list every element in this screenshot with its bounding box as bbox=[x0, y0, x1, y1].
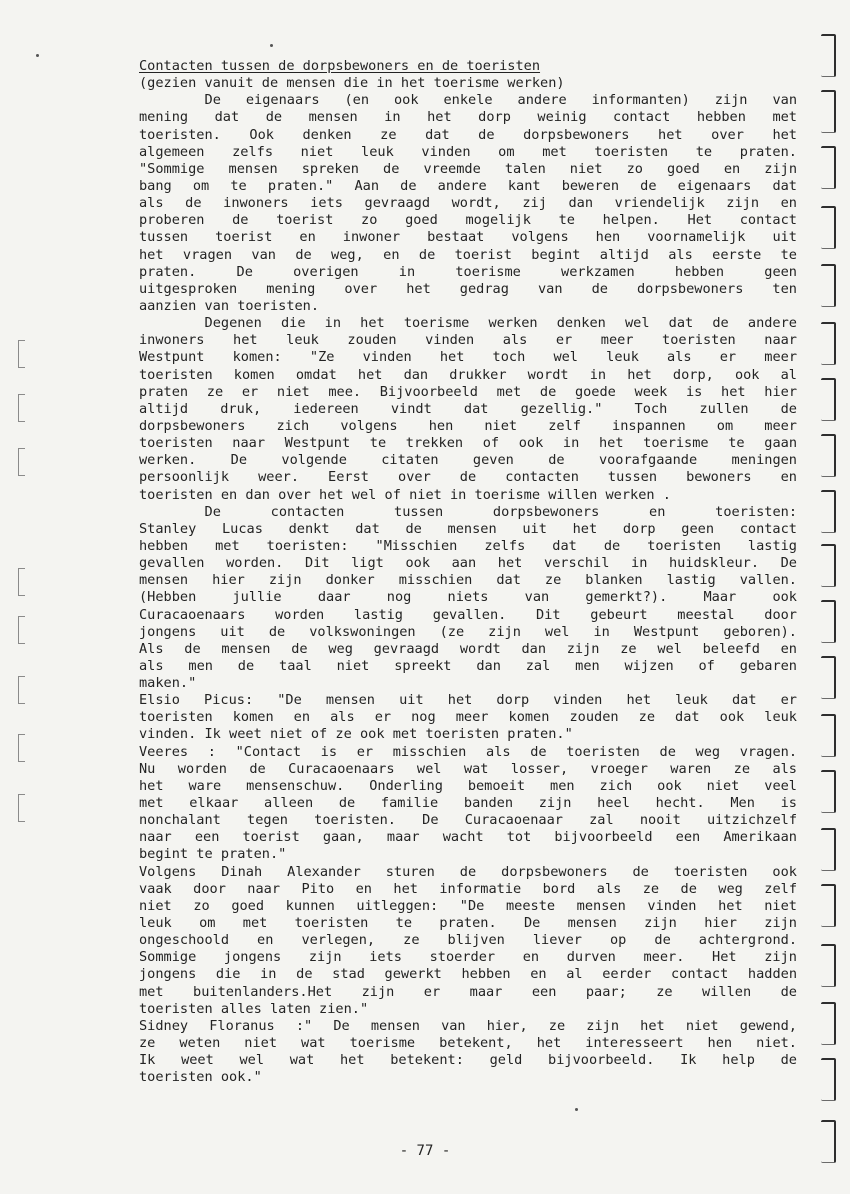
margin-mark bbox=[18, 394, 25, 422]
text-line: vinden. Ik weet niet of ze ook met toeristen praten." bbox=[139, 726, 573, 743]
text-line: mening dat de mensen in het dorp weinig contact hebben met bbox=[139, 109, 797, 126]
text-line: gevallen worden. Dit ligt ook aan het verschil in huidskleur. De bbox=[139, 555, 797, 572]
binder-hole bbox=[821, 146, 836, 189]
binder-hole bbox=[821, 378, 836, 421]
text-line: Sommige jongens zijn iets stoerder en durven meer. Het zijn bbox=[139, 949, 797, 966]
paragraphs bbox=[139, 92, 797, 1086]
margin-mark bbox=[18, 448, 25, 476]
binder-hole bbox=[821, 884, 836, 927]
text-line: De contacten tussen dorpsbewoners en toeristen: bbox=[204, 503, 797, 520]
text-line: Als de mensen de weg gevraagd wordt dan zijn ze wel beleefd en bbox=[139, 640, 797, 657]
text-line: als men de taal niet spreekt dan zal men wijzen of gebaren bbox=[139, 657, 797, 674]
margin-mark bbox=[18, 676, 25, 704]
text-line: toeristen. Ook denken ze dat de dorpsbewoners het over het bbox=[139, 126, 797, 143]
text-line: Nu worden de Curacaoenaars wel wat losser, vroeger waren ze als bbox=[139, 760, 797, 777]
text-line: aanzien van toeristen. bbox=[139, 297, 320, 314]
binder-hole bbox=[821, 600, 836, 643]
text-line: het ware mensenschuw. Onderling bemoeit men zich ook niet veel bbox=[139, 777, 797, 794]
speck bbox=[575, 1108, 578, 1111]
text-line: Stanley Lucas denkt dat de mensen uit het dorp geen contact bbox=[139, 520, 797, 537]
text-line: proberen de toerist zo goed mogelijk te helpen. Het contact bbox=[139, 212, 797, 229]
text-line: werken. De volgende citaten geven de voorafgaande meningen bbox=[139, 452, 797, 469]
binder-hole bbox=[821, 544, 836, 587]
binder-hole bbox=[821, 944, 836, 987]
text-line: Volgens Dinah Alexander sturen de dorpsbewoners de toeristen ook bbox=[139, 863, 797, 880]
binder-hole bbox=[821, 206, 836, 249]
binder-hole bbox=[821, 714, 836, 757]
text-line: niet zo goed kunnen uitleggen: "De meeste mensen vinden het niet bbox=[139, 897, 797, 914]
binder-hole bbox=[821, 34, 836, 77]
text-line: met elkaar alleen de familie banden zijn heel hecht. Men is bbox=[139, 795, 797, 812]
text-line: inwoners het leuk zouden vinden als er meer toeristen naar bbox=[139, 332, 797, 349]
text-line: met buitenlanders.Het zijn er maar een paar; ze willen de bbox=[139, 983, 797, 1000]
text-line: Ik weet wel wat het betekent: geld bijvoorbeeld. Ik help de bbox=[139, 1052, 797, 1069]
text-line: (Hebben jullie daar nog niets van gemerkt?). Maar ook bbox=[139, 589, 797, 606]
text-line: bang om te praten." Aan de andere kant beweren de eigenaars dat bbox=[139, 177, 797, 194]
text-line: tussen toerist en inwoner bestaat volgens hen voornamelijk uit bbox=[139, 229, 797, 246]
binder-hole bbox=[821, 322, 836, 365]
text-line: praten. De overigen in toerisme werkzamen hebben geen bbox=[139, 263, 797, 280]
margin-mark bbox=[18, 568, 25, 596]
binder-hole bbox=[821, 264, 836, 307]
binder-hole bbox=[821, 434, 836, 477]
text-line: vaak door naar Pito en het informatie bord als ze de weg zelf bbox=[139, 880, 797, 897]
text-line: altijd druk, iedereen vindt dat gezellig." Toch zullen de bbox=[139, 400, 797, 417]
margin-mark bbox=[18, 794, 25, 822]
text-line: jongens uit de volkswoningen (ze zijn wel in Westpunt geboren). bbox=[139, 623, 797, 640]
binder-hole bbox=[821, 1058, 836, 1101]
text-line: toeristen en dan over het wel of niet in toerisme willen werken . bbox=[139, 486, 671, 503]
text-line: dorpsbewoners zich volgens hen niet zelf inspannen om meer bbox=[139, 417, 797, 434]
text-line: praten ze er niet mee. Bijvoorbeeld met de goede week is het hier bbox=[139, 383, 797, 400]
text-line: begint te praten." bbox=[139, 846, 287, 863]
text-line: ze weten niet wat toerisme betekent, het interesseert hen niet. bbox=[139, 1035, 797, 1052]
margin-mark bbox=[18, 340, 25, 368]
text-line: leuk om met toeristen te praten. De mensen zijn hier zijn bbox=[139, 915, 797, 932]
binder-hole bbox=[821, 490, 836, 533]
text-line: persoonlijk weer. Eerst over de contacten tussen bewoners en bbox=[139, 469, 797, 486]
text-line: toeristen naar Westpunt te trekken of ook in het toerisme te gaan bbox=[139, 435, 797, 452]
document-body bbox=[139, 58, 797, 1086]
margin-mark bbox=[18, 616, 25, 644]
speck bbox=[270, 44, 273, 47]
binder-hole bbox=[821, 90, 836, 133]
text-line: "Sommige mensen spreken de vreemde talen niet zo goed en zijn bbox=[139, 160, 797, 177]
text-line: jongens die in de stad gewerkt hebben en al eerder contact hadden bbox=[139, 966, 797, 983]
text-line: De eigenaars (en ook enkele andere informanten) zijn van bbox=[204, 92, 797, 109]
text-line: Curacaoenaars worden lastig gevallen. Dit gebeurt meestal door bbox=[139, 606, 797, 623]
text-line: Westpunt komen: "Ze vinden het toch wel leuk als er meer bbox=[139, 349, 797, 366]
text-line: mensen hier zijn donker misschien dat ze blanken lastig vallen. bbox=[139, 572, 797, 589]
speck bbox=[36, 54, 39, 57]
text-line: ongeschoold en verlegen, ze blijven liever op de achtergrond. bbox=[139, 932, 797, 949]
document-subheading: (gezien vanuit de mensen die in het toerisme werken) bbox=[139, 75, 565, 92]
text-line: Elsio Picus: "De mensen uit het dorp vinden het leuk dat er bbox=[139, 692, 797, 709]
binder-hole bbox=[821, 828, 836, 871]
text-line: het vragen van de weg, en de toerist begint altijd als eerste te bbox=[139, 246, 797, 263]
page-number: - 77 - bbox=[399, 1143, 451, 1159]
binder-hole bbox=[821, 656, 836, 699]
margin-mark bbox=[18, 734, 25, 762]
text-line: Sidney Floranus :" De mensen van hier, ze zijn het niet gewend, bbox=[139, 1017, 797, 1034]
text-line: naar een toerist gaan, maar wacht tot bijvoorbeeld een Amerikaan bbox=[139, 829, 797, 846]
text-line: hebben met toeristen: "Misschien zelfs dat de toeristen lastig bbox=[139, 537, 797, 554]
text-line: maken." bbox=[139, 675, 197, 692]
text-line: als de inwoners iets gevraagd wordt, zij dan vriendelijk zijn en bbox=[139, 195, 797, 212]
text-line: toeristen komen en als er nog meer komen zouden ze dat ook leuk bbox=[139, 709, 797, 726]
text-line: toeristen alles laten zien." bbox=[139, 1000, 369, 1017]
text-line: Veeres : "Contact is er misschien als de toeristen de weg vragen. bbox=[139, 743, 797, 760]
text-line: toeristen komen omdat het dan drukker wordt in het dorp, ook al bbox=[139, 366, 797, 383]
text-line: Degenen die in het toerisme werken denken wel dat de andere bbox=[204, 315, 797, 332]
binder-hole bbox=[821, 1002, 836, 1045]
text-line: toeristen ook." bbox=[139, 1069, 262, 1086]
text-line: algemeen zelfs niet leuk vinden om met toeristen te praten. bbox=[139, 143, 797, 160]
text-line: uitgesproken mening over het gedrag van de dorpsbewoners ten bbox=[139, 280, 797, 297]
text-line: nonchalant tegen toeristen. De Curacaoenaar zal nooit uitzichzelf bbox=[139, 812, 797, 829]
document-heading: Contacten tussen de dorpsbewoners en de toeristen bbox=[139, 58, 541, 74]
binder-hole bbox=[821, 770, 836, 813]
